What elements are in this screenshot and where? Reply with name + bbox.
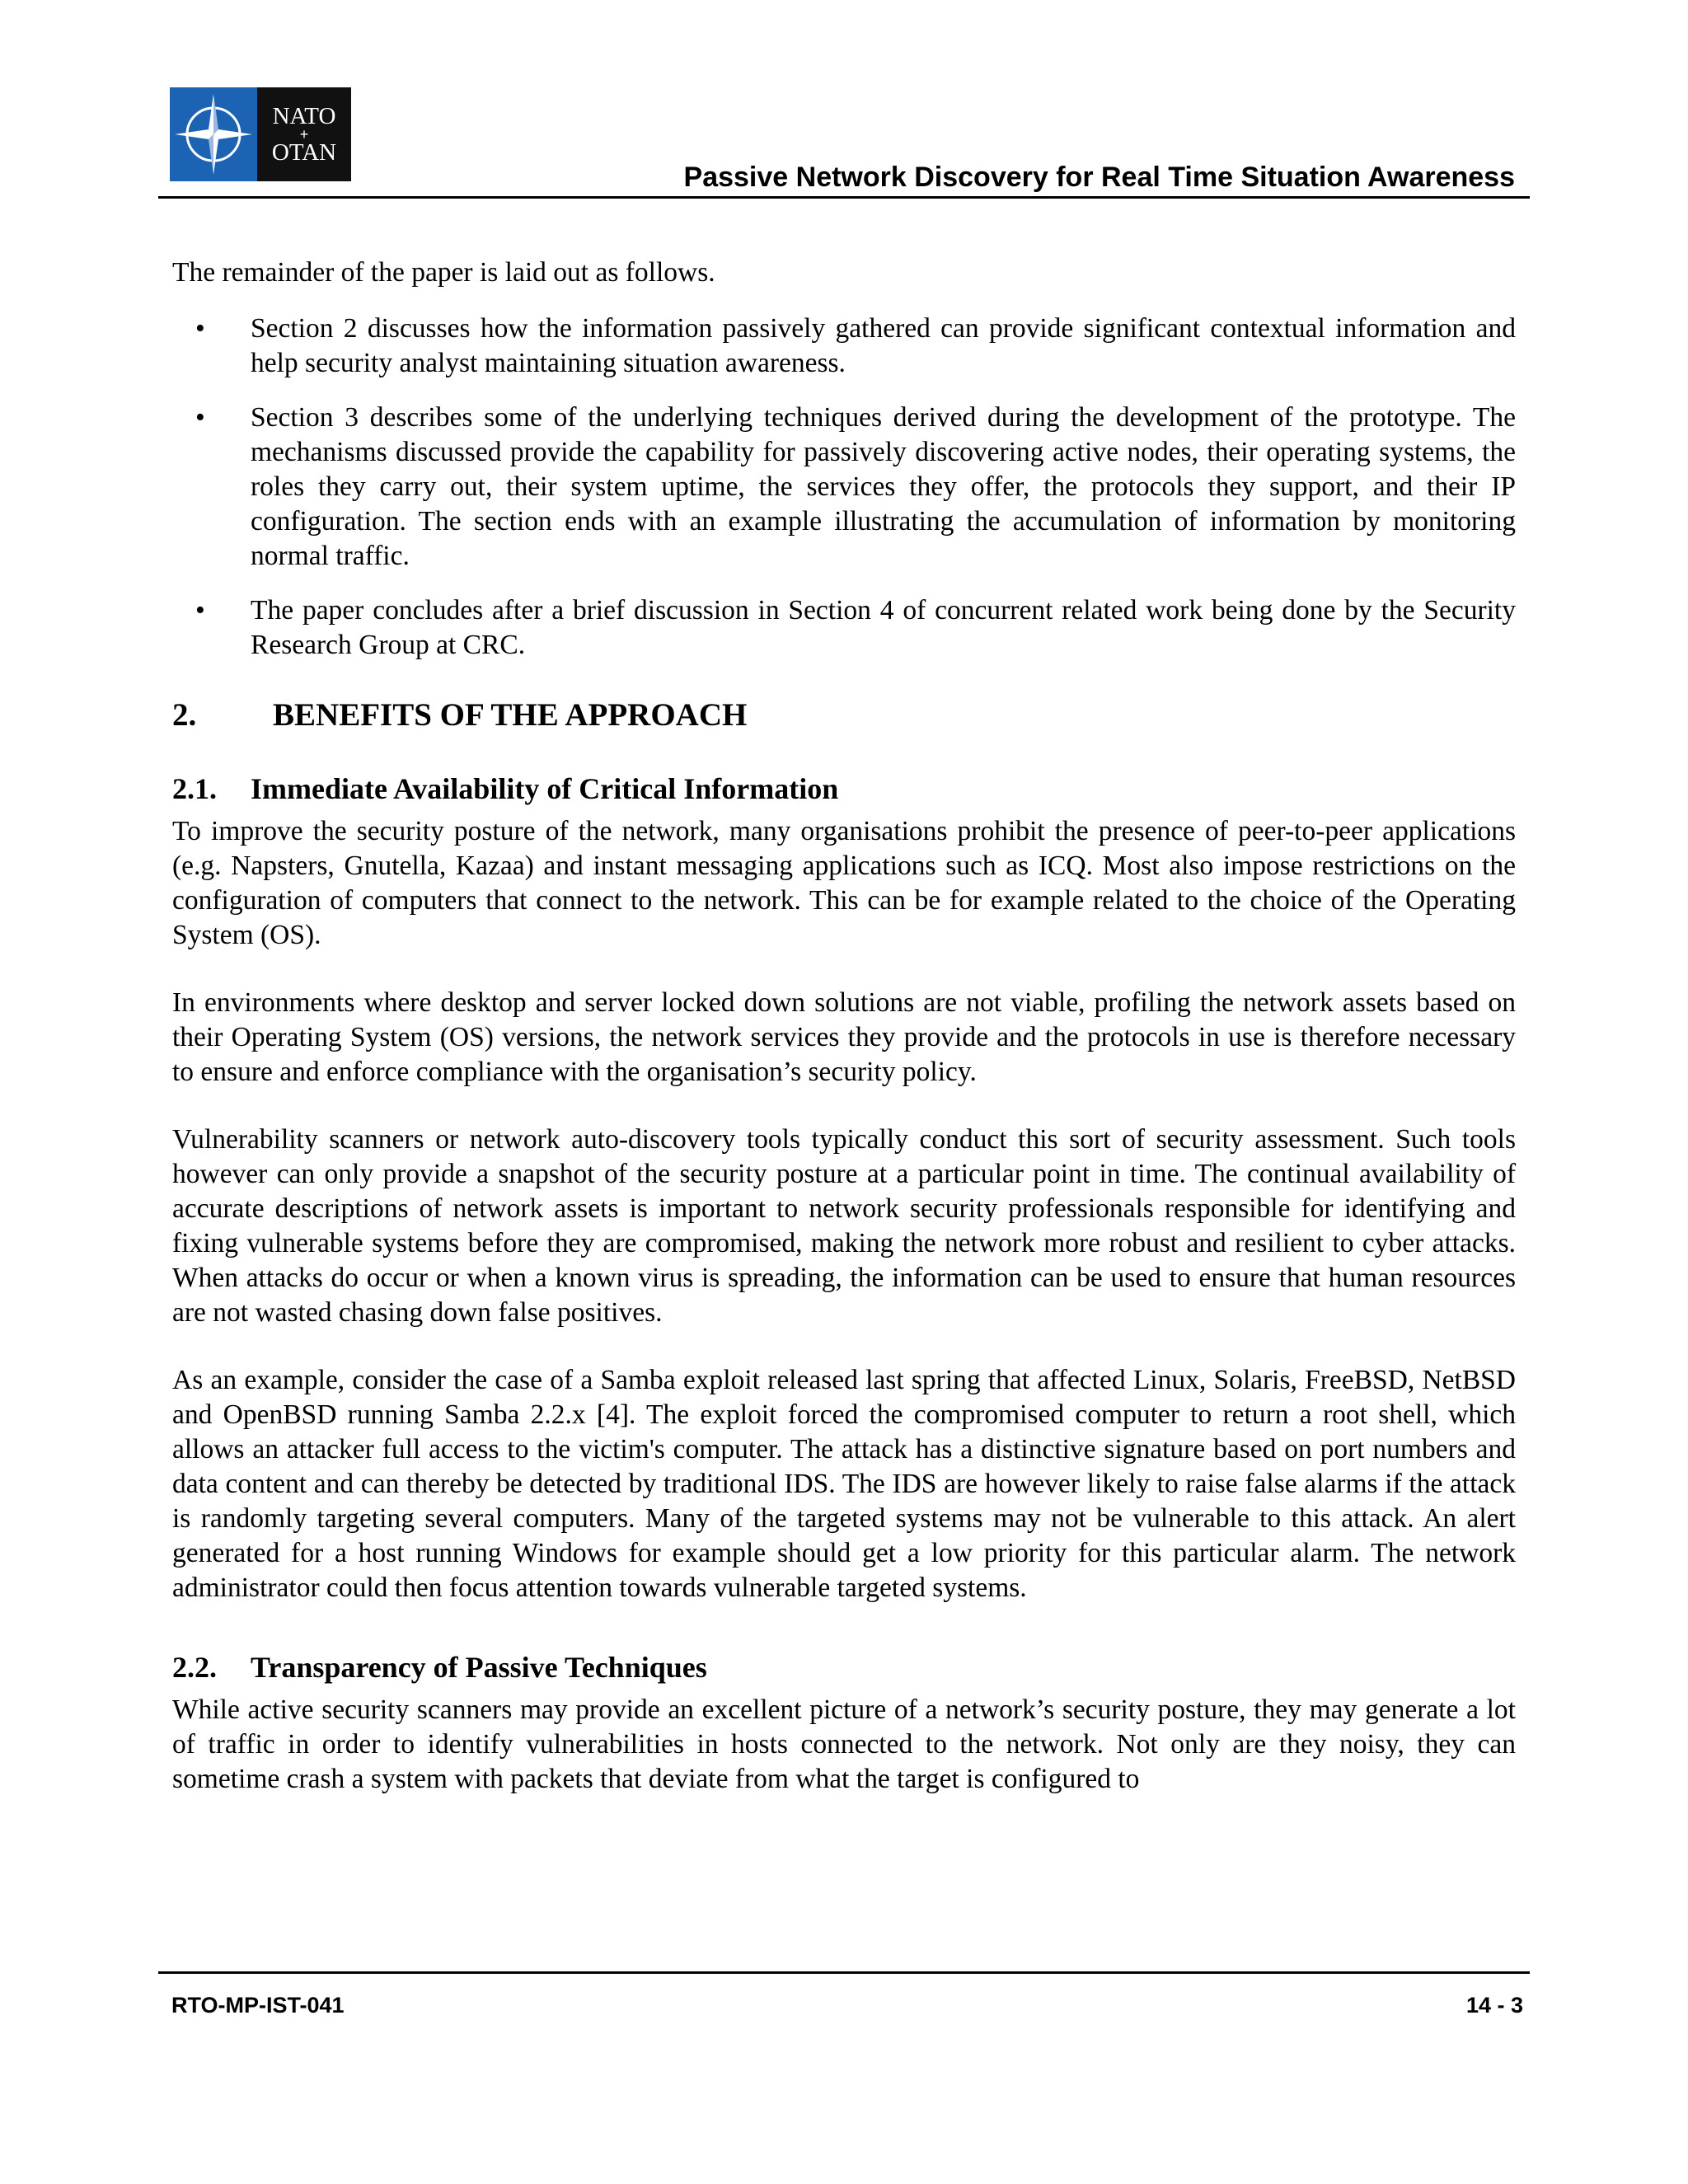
header-divider (158, 196, 1530, 199)
running-header-title: Passive Network Discovery for Real Time Situation Awareness (683, 162, 1515, 193)
bullet-icon: • (195, 595, 205, 626)
nato-compass-icon (170, 87, 257, 181)
body-paragraph: While active security scanners may provide an excellent picture of a network’s security posture, they may generate a lot of traffic in order to identify vulnerabilities in hosts connected to the network. Not only are they noisy, they can sometime crash a system with packets that deviate from what the target is configured to (172, 1694, 1516, 1794)
list-item-text: The paper concludes after a brief discussion in Section 4 of concurrent related work being done by the Security Research Group at CRC. (251, 595, 1516, 660)
list-item (172, 312, 1516, 381)
list-item-text: Section 2 discusses how the information passively gathered can provide significant contextual information and help security analyst maintaining situation awareness. (251, 313, 1516, 378)
body-paragraph: To improve the security posture of the network, many organisations prohibit the presence of peer-to-peer applications (e.g. Napsters, Gnutella, Kazaa) and instant messaging applications such as ICQ. Most also impose restrictions on the configuration of computers that connect to the network. This can be for example related to the choice of the Operating System (OS). (172, 816, 1516, 950)
subsection-heading (172, 770, 1516, 808)
page-number: 14 - 3 (1465, 1993, 1523, 2018)
logo-line-plus: + (299, 126, 309, 143)
page-header (158, 86, 1530, 201)
list-item (172, 593, 1516, 663)
logo-line-nato: NATO (272, 103, 336, 129)
page-body (172, 255, 1516, 1830)
section-title: BENEFITS OF THE APPROACH (273, 697, 748, 733)
outline-list (172, 312, 1516, 663)
subsection-title: Transparency of Passive Techniques (251, 1651, 707, 1684)
section-heading (172, 696, 1516, 735)
subsection-number: 2.1. (172, 772, 217, 805)
list-item (172, 401, 1516, 574)
section-number: 2. (172, 697, 197, 733)
logo-wordmark (257, 87, 351, 181)
subsection-title: Immediate Availability of Critical Information (251, 772, 839, 805)
bullet-icon: • (195, 313, 205, 344)
footer-divider (158, 1971, 1530, 1974)
document-code: RTO-MP-IST-041 (171, 1993, 345, 2018)
subsection-heading (172, 1648, 1516, 1686)
intro-paragraph: The remainder of the paper is laid out as follows. (172, 257, 715, 288)
subsection-number: 2.2. (172, 1651, 217, 1684)
logo-line-otan: OTAN (271, 139, 337, 166)
body-paragraph: As an example, consider the case of a Samba exploit released last spring that affected Linux, Solaris, FreeBSD, NetBSD and OpenBSD running Samba 2.2.x [4]. The exploit forced the compromised computer to return a root shell, which allows an attacker full access to the victim's computer. The attack has a distinctive signature based on port numbers and data content and can thereby be detected by traditional IDS. The IDS are however likely to raise false alarms if the attack is randomly targeting several computers. Many of the targeted systems may not be vulnerable to this attack. An alert generated for a host running Windows for example should get a low priority for this particular alarm. The network administrator could then focus attention towards vulnerable targeted systems. (172, 1365, 1516, 1603)
bullet-icon: • (195, 402, 205, 433)
body-paragraph: Vulnerability scanners or network auto-discovery tools typically conduct this sort of security assessment. Such tools however can only provide a snapshot of the security posture at a particular point in time. The continual availability of accurate descriptions of network assets is important to network security professionals responsible for identifying and fixing vulnerable systems before they are compromised, making the network more robust and resilient to cyber attacks. When attacks do occur or when a known virus is spreading, the information can be used to ensure that human resources are not wasted chasing down false positives. (172, 1124, 1516, 1328)
body-paragraph: In environments where desktop and server locked down solutions are not viable, profiling the network assets based on their Operating System (OS) versions, the network services they provide and the protocols in use is therefore necessary to ensure and enforce compliance with the organisation’s security policy. (172, 987, 1516, 1087)
nato-otan-logo (170, 87, 351, 181)
list-item-text: Section 3 describes some of the underlying techniques derived during the development of the prototype. The mechanisms discussed provide the capability for passively discovering active nodes, their operating systems, the roles they carry out, their system uptime, the services they offer, the protocols they support, and their IP configuration. The section ends with an example illustrating the accumulation of information by monitoring normal traffic. (251, 402, 1516, 571)
